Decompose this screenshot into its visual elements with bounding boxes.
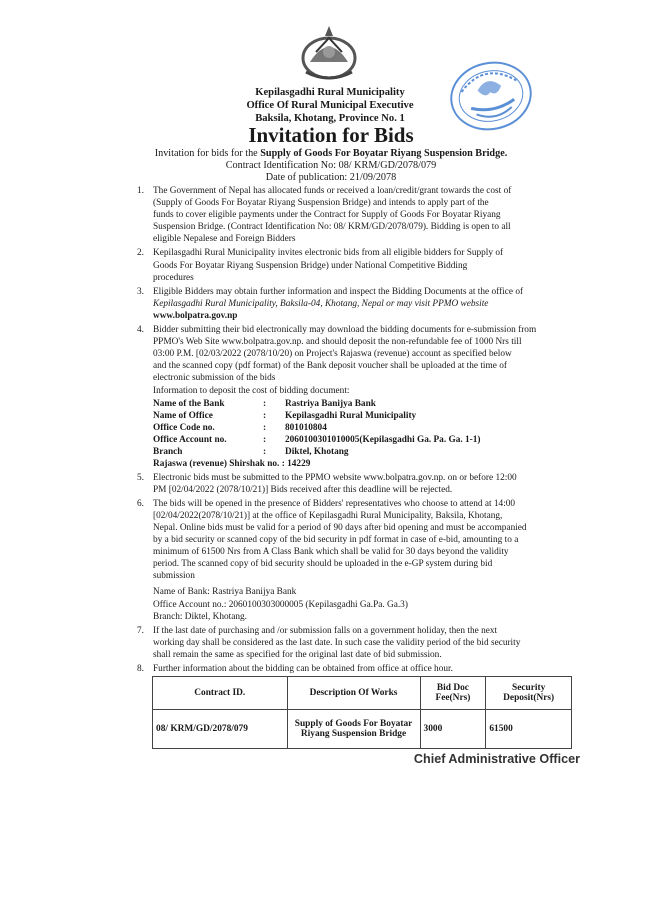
municipality-name: Kepilasgadhi Rural Municipality [255, 87, 405, 98]
table-row: 08/ KRM/GD/2078/079 Supply of Goods For Boyatar Riyang Suspension Bridge 3000 61500 [153, 710, 572, 749]
table-header-row [153, 677, 572, 710]
rajaswa-line: Rajaswa (revenue) Shirshak no. : 14229 [153, 458, 311, 469]
bid-clauses [137, 185, 562, 677]
clause-3: 3. Eligible Bidders may obtain further information and inspect the Bidding Documents at the office of Kepilasgadhi Rural Municipality, Baksila-04, Khotang, Nepal or may visit PPMO website www.bolpatra.gov.np [137, 286, 562, 322]
office-name: Office Of Rural Municipal Executive [246, 100, 414, 111]
contract-id-line: Contract Identification No: 08/ KRM/GD/2078/079 [225, 160, 437, 171]
intro-line: Invitation for bids for the Supply of Goods For Boyatar Riyang Suspension Bridge. [154, 148, 508, 159]
clause-2: 2. Kepilasgadhi Rural Municipality invites electronic bids from all eligible bidders for Supply of Goods For Boyatar Riyang Suspension Bridge) under National Competitive Bidding procedures [137, 248, 504, 283]
clause-8: 8. Further information about the bidding can be obtained from office at office hour. [137, 664, 453, 674]
publication-date: Date of publication: 21/09/2078 [265, 172, 397, 183]
intro-subject: Supply of Goods For Boyatar Riyang Suspension Bridge. [260, 148, 508, 159]
col-bid-fee: Bid Doc Fee(Nrs) [420, 677, 486, 710]
office-address: Baksila, Khotang, Province No. 1 [255, 113, 405, 124]
bank-row: Branch : Diktel, Khotang [153, 446, 349, 457]
clause-1: 1. The Government of Nepal has allocated funds or received a loan/credit/grant towards the cost of (Supply of Goods For Boyatar Riyang Suspension Bridge) and intends to apply part of the funds to cover eligible payments under the Contract for Supply of Goods For Boyatar Riyang Suspension Bridge. (Contract Identification No: 08/ KRM/GD/2078/079). Bidding is open to all eligible Nepalese and Foreign Bidders [137, 186, 512, 245]
col-security-deposit: Security Deposit(Nrs) [486, 677, 572, 710]
nepal-emblem-icon [296, 22, 362, 84]
bid-summary-table [152, 676, 572, 749]
bank-row: Name of Office : Kepilasgadhi Rural Municipality [153, 410, 417, 421]
ppmo-link[interactable]: www.bolpatra.gov.np [153, 310, 238, 321]
bank-details [153, 398, 562, 470]
col-description: Description Of Works [287, 677, 420, 710]
signatory-title: Chief Administrative Officer [413, 752, 580, 766]
clause-5: 5. Electronic bids must be submitted to the PPMO website www.bolpatra.gov.np. on or before 12:00 PM [02/04/2022 (2078/10/21)] Bids received after this deadline will be rejected. [137, 472, 517, 495]
bank-row: Office Account no. : 2060100301010005(Kepilasgadhi Ga. Pa. Ga. 1-1) [153, 434, 481, 445]
clause-4: 4. Bidder submitting their bid electronically may download the bidding documents for e-submission from PPMO's Web Site www.bolpatra.gov.np. and should deposit the non-refundable fee of 1000 Nrs till 03:00 P.M. [02/03/2022 (2078/10/20) on Project's Rajaswa (revenue) account as specified below and the scanned copy (pdf format) of the Bank deposit voucher shall be uploaded at the time of electronic submission of the bids Information to deposit the cost of bidding document: Name of the Bank : Rastriya Banijya Bank Name of Office : Kepilasgadhi Rural Municipality Office Code no. : 801010804 Office Account no. : 2060100301010005(Kepilasgadhi Ga. Pa. Ga. 1-1) Branch : Diktel, Khotang Rajaswa (revenue) Shirshak no. : 14229 [137, 324, 562, 470]
col-contract-id: Contract ID. [153, 677, 288, 710]
document-title: Invitation for Bids [248, 123, 414, 147]
clause-6: 6. The bids will be opened in the presence of Bidders' representatives who choose to attend at 14:00 [02/04/2022(2078/10/21)] at the office of Kepilasgadhi Rural Municipality, Baksila, Khotang, Nepal. Online bids must be valid for a period of 90 days after bid opening and must be accompanied by a bid security or scanned copy of the bid security in pdf format in case of e-bid, amounting to a minimum of 61500 Nrs from A Class Bank which shall be valid for 30 days beyond the validity period. The scanned copy of bid security should be uploaded in the e-GP system during bid submission Name of Bank: Rastriya Banijya Bank Office Account no.: 2060100303000005 (Kepilasgadhi Ga.Pa. Ga.3) Branch: Diktel, Khotang. [137, 498, 527, 622]
bank-row: Name of the Bank : Rastriya Banijya Bank [153, 398, 376, 409]
clause-7: 7. If the last date of purchasing and /or submission falls on a government holiday, then the next working day shall be considered as the last date. In such case the validity period of the bid security shall remain the same as specified for the original last date of bid submission. [137, 625, 521, 660]
bank-row: Office Code no. : 801010804 [153, 422, 327, 433]
